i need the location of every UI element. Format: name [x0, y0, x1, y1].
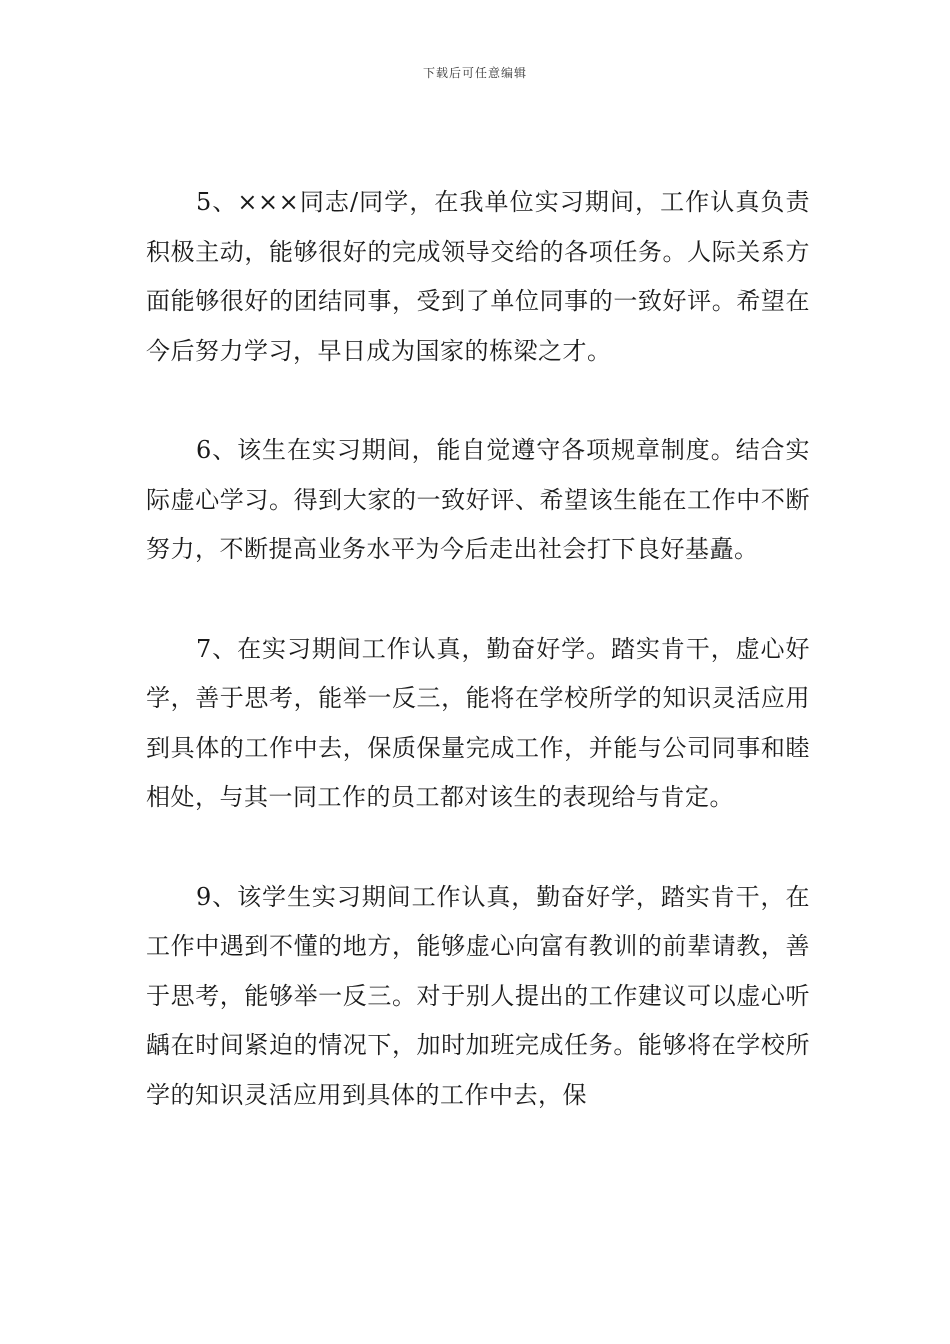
- paragraph-9: 9、该学生实习期间工作认真，勤奋好学，踏实肯干，在工作中遇到不懂的地方，能够虚心向富有教训的前辈请教，善于思考，能够举一反三。对于别人提出的工作建议可以虚心听龋在时间紧迫的情况下，加时加班完成任务。能够将在学校所学的知识灵活应用到具体的工作中去，保: [146, 882, 810, 1109]
- page-header: 下载后可任意编辑: [422, 66, 527, 80]
- paragraph-5: 5、×××同志/同学，在我单位实习期间，工作认真负责积极主动，能够很好的完成领导交给的各项任务。人际关系方面能够很好的团结同事，受到了单位同事的一致好评。希望在今后努力学习，早日成为国家的栋梁之才。: [146, 188, 810, 365]
- document-body: [146, 178, 810, 1170]
- paragraph-7: 7、在实习期间工作认真，勤奋好学。踏实肯干，虚心好学，善于思考，能举一反三，能将在学校所学的知识灵活应用到具体的工作中去，保质保量完成工作，并能与公司同事和睦相处，与其一同工作的员工都对该生的表现给与肯定。: [146, 634, 810, 811]
- paragraph-6: 6、该生在实习期间，能自觉遵守各项规章制度。结合实际虚心学习。得到大家的一致好评、希望该生能在工作中不断努力，不断提高业务水平为今后走出社会打下良好基矗。: [146, 436, 810, 563]
